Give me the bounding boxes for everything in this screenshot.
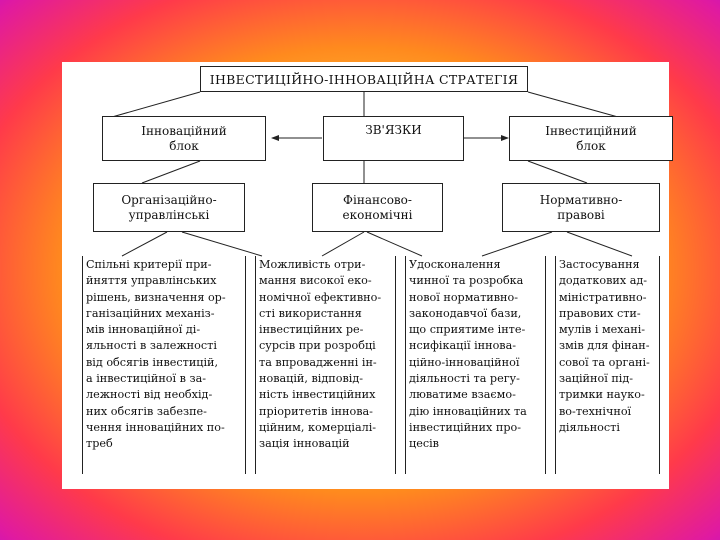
line-org-col1 xyxy=(122,232,167,256)
category-organizational-label: Організаційно- управлінські xyxy=(121,192,217,222)
investment-block xyxy=(509,116,673,161)
column-legal-text: Удосконалення чинної та розробка нової нормативно- законодавчої бази, що сприятиме інте- нсифікації іннова- ційно-інноваційної діяльності та регу- люватиме взаємо- дію інноваційних та інвестиційних про- цесів xyxy=(405,256,546,474)
slide xyxy=(62,62,669,489)
line-to-investment xyxy=(528,92,618,117)
column-financial-text: Можливість отри- мання високої еко- номічної ефективно- сті використання інвестиційних ре- сурсів при розробці та впровадженні ін- новацій, відповід- ність інвестиційних пріоритетів іннова- ційним, комерціалі- зація інновацій xyxy=(255,256,396,474)
line-norm-col4 xyxy=(567,232,632,256)
innovation-block-label: Інноваційний блок xyxy=(141,123,227,153)
line-norm-col3 xyxy=(482,232,552,256)
line-org-col2 xyxy=(182,232,262,256)
strategy-title-box xyxy=(200,66,528,92)
line-to-innovation xyxy=(112,92,200,117)
column-administrative-text: Застосування додаткових ад- міністративно- правових сти- мулів і механі- змів для фінан- сової та органі- заційної під- тримки науко- во-технічної діяльності xyxy=(555,256,660,474)
links-block-label: ЗВ'ЯЗКИ xyxy=(365,123,422,137)
category-financial-label: Фінансово- економічні xyxy=(342,192,413,222)
line-fin-col3 xyxy=(367,232,422,256)
category-organizational xyxy=(93,183,245,232)
innovation-block xyxy=(102,116,266,161)
category-financial xyxy=(312,183,443,232)
line-to-org xyxy=(142,161,200,183)
investment-block-label: Інвестиційний блок xyxy=(545,123,637,153)
links-block xyxy=(323,116,464,161)
column-organizational-text: Спільні критерії при- йняття управлінських рішень, визначення ор- ганізаційних механіз- мів інноваційної ді- яльності в залежності від обсягів інвестицій, а інвестиційної в за- лежності від необхід- них обсягів забезпе- чення інноваційних по- треб xyxy=(82,256,246,474)
strategy-title: ІНВЕСТИЦІЙНО-ІННОВАЦІЙНА СТРАТЕГІЯ xyxy=(209,71,519,87)
line-to-norm xyxy=(528,161,587,183)
line-fin-col2 xyxy=(322,232,364,256)
category-legal xyxy=(502,183,660,232)
category-legal-label: Нормативно- правові xyxy=(539,192,623,222)
